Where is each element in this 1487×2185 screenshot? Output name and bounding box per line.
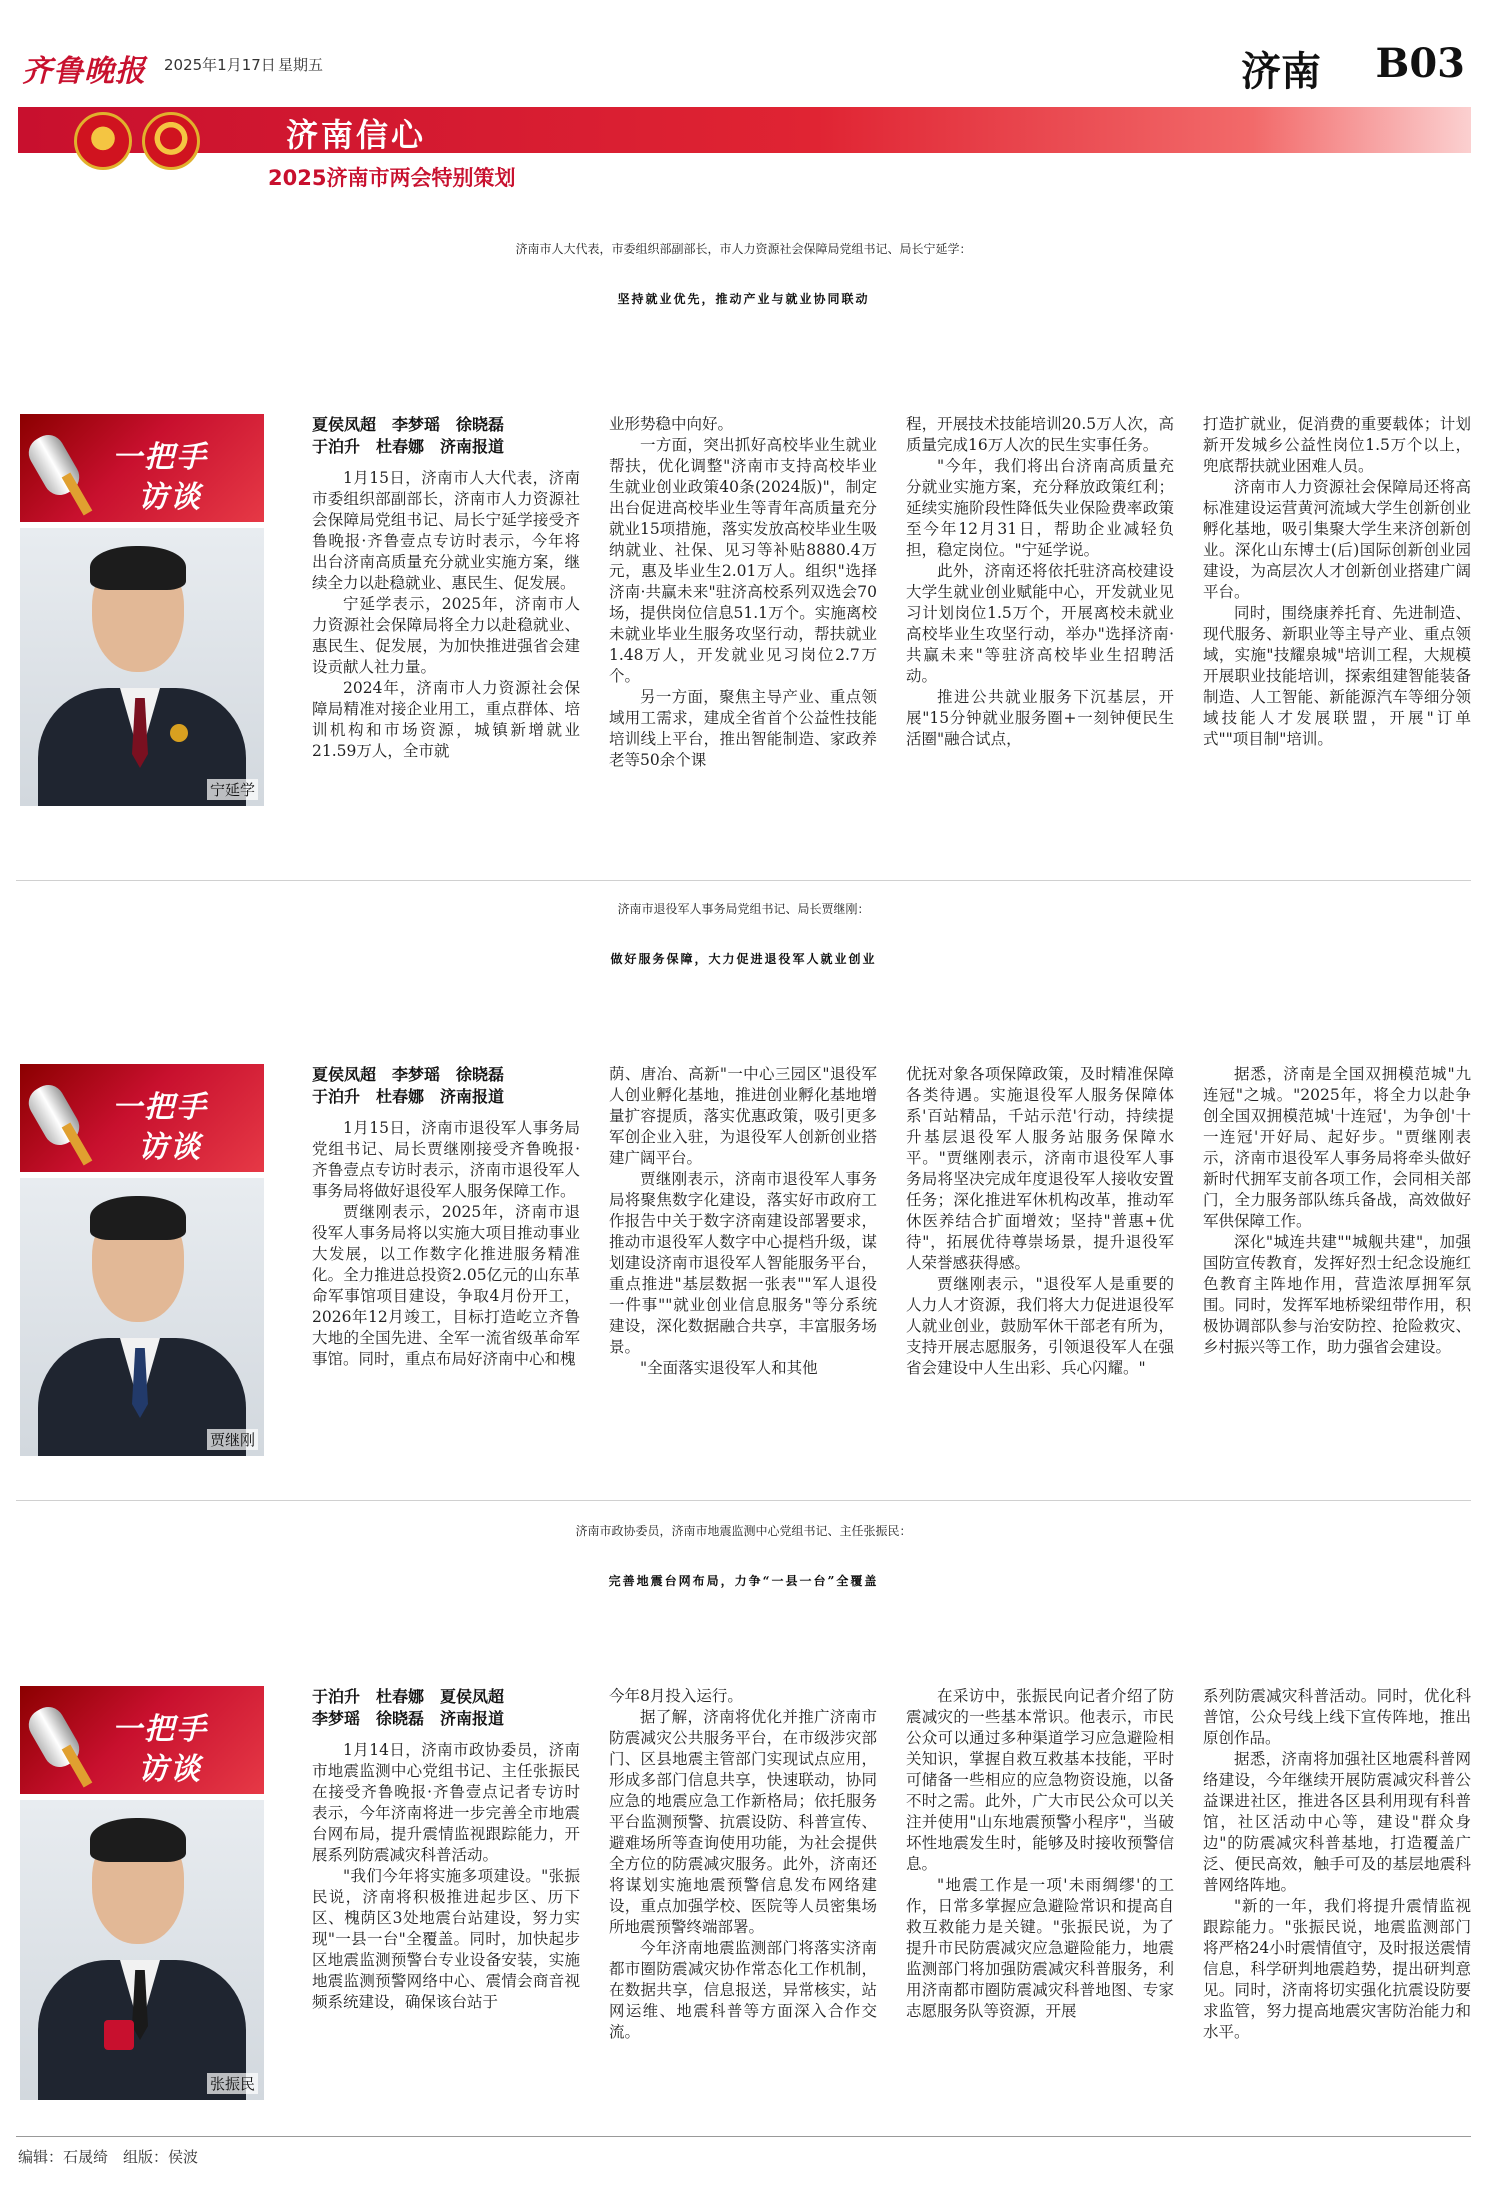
byline — [312, 414, 580, 458]
paragraph: 系列防震减灾科普活动。同时，优化科普馆，公众号线上线下宣传阵地，推出原创作品。 — [1203, 1687, 1471, 1747]
paragraph: "新的一年，我们将提升震情监视跟踪能力。"张振民说，地震监测部门将严格24小时震情值守，及时报送震情信息，科学研判地震趋势，提出研判意见。同时，济南将切实强化抗震设防要求监管，努力提高地震灾害防治能力和水平。 — [1203, 1897, 1471, 2041]
issue-date: 2025年1月17日 — [164, 56, 276, 74]
paragraph: 贾继刚表示，"退役军人是重要的人力人才资源，我们将大力促进退役军人就业创业，鼓励军休干部老有所为，支持开展志愿服务，引领退役军人在强省会建设中人生出彩、兵心闪耀。" — [906, 1275, 1174, 1377]
article-2-col-2 — [609, 1064, 877, 1379]
paragraph: 程，开展技术技能培训20.5万人次，高质量完成16万人次的民生实事任务。 — [906, 415, 1174, 454]
paragraph: 贾继刚表示，济南市退役军人事务局将聚焦数字化建设，落实好市政府工作报告中关于数字济南建设部署要求，推动市退役军人数字中心提档升级，谋划建设济南市退役军人智能服务平台，重点推进"基层数据一张表""军人退役一件事""就业创业信息服务"等分系统建设，深化数据融合共享，丰富服务场景。 — [609, 1170, 877, 1356]
paragraph: 2024年，济南市人力资源社会保障局精准对接企业用工，重点群体、培训机构和市场资源，城镇新增就业21.59万人，全市就 — [312, 679, 580, 760]
paragraph: 同时，围绕康养托育、先进制造、现代服务、新职业等主导产业、重点领域，实施"技耀泉城"培训工程，大规模开展职业技能培训，探索组建智能装备制造、人工智能、新能源汽车等细分领域技能人才发展联盟，开展"订单式""项目制"培训。 — [1203, 604, 1471, 748]
interview-tag — [20, 1686, 264, 1794]
cppcc-badge-icon — [104, 2020, 134, 2050]
article-2-photo-block — [20, 1064, 264, 1456]
paragraph: "全面落实退役军人和其他 — [640, 1359, 818, 1377]
article-1-col-3 — [906, 414, 1174, 750]
article-3-kicker: 济南市政协委员，济南市地震监测中心党组书记、主任张振民： — [575, 1524, 912, 1538]
editor-credits: 编辑：石晟绮 组版：侯波 — [18, 2148, 199, 2166]
article-3-headline: 完善地震台网布局，力争“一县一台”全覆盖 — [608, 1574, 879, 1588]
byline — [312, 1686, 580, 1730]
banner-subtitle: 2025济南市两会特别策划 — [268, 166, 516, 190]
section-divider — [16, 880, 1471, 881]
photo-caption: 宁延学 — [207, 779, 258, 800]
byline-line1: 夏侯凤超 李梦瑶 徐晓磊 — [312, 415, 505, 434]
tag-line1: 一把手 — [112, 1090, 208, 1125]
portrait-photo — [20, 1178, 264, 1456]
paragraph: 今年8月投入运行。 — [609, 1687, 743, 1705]
paragraph: 1月15日，济南市退役军人事务局党组书记、局长贾继刚接受齐鲁晚报·齐鲁壹点专访时表示，济南市退役军人事务局将做好退役军人服务保障工作。 — [312, 1119, 580, 1200]
byline — [312, 1064, 580, 1108]
paragraph: "我们今年将实施多项建设。"张振民说，济南将积极推进起步区、历下区、槐荫区3处地震台站建设，努力实现"一县一台"全覆盖。同时，加快起步区地震监测预警台专业设备安装，实施地震监测预警网络中心、震情会商音视频系统建设，确保该台站于 — [312, 1867, 580, 2011]
paper-name: 齐鲁晚报 — [22, 54, 146, 89]
paragraph: 济南市人力资源社会保障局还将高标准建设运营黄河流域大学生创新创业孵化基地，吸引集聚大学生来济创新创业。深化山东博士(后)国际创新创业园建设，为高层次人才创新创业搭建广阔平台。 — [1203, 478, 1471, 601]
paragraph: 此外，济南还将依托驻济高校建设大学生就业创业赋能中心，开发就业见习计划岗位1.5万个，开展离校未就业高校毕业生攻坚行动，举办"选择济南·共赢未来"等驻济高校毕业生招聘活动。 — [906, 562, 1174, 685]
article-3-col-2 — [609, 1686, 877, 2043]
paragraph: 一方面，突出抓好高校毕业生就业帮扶，优化调整"济南市支持高校毕业生就业创业政策40条(2024版)"，制定出台促进高校毕业生等青年高质量充分就业15项措施，落实发放高校毕业生吸纳就业、社保、见习等补贴8880.4万元，惠及毕业生2.01万人。组织"选择济南·共赢未来"驻济高校系列双选会70场，提供岗位信息51.1万个。实施离校未就业毕业生服务攻坚行动，帮扶就业1.48万人，开发就业见习岗位2.7万个。 — [609, 436, 877, 685]
paragraph: 荫、唐冶、高新"一中心三园区"退役军人创业孵化基地，推进创业孵化基地增量扩容提质，落实优惠政策，吸引更多军创企业入驻，为退役军人创新创业搭建广阔平台。 — [609, 1065, 877, 1167]
emblems — [66, 112, 204, 174]
portrait-hair — [90, 1818, 186, 1862]
paragraph: 深化"城连共建""城舰共建"，加强国防宣传教育，发挥好烈士纪念设施红色教育主阵地作用，营造浓厚拥军氛围。同时，发挥军地桥梁纽带作用，积极协调部队参与治安防控、抢险救灾、乡村振兴等工作，助力强省会建设。 — [1203, 1233, 1471, 1356]
paragraph: 在采访中，张振民向记者介绍了防震减灾的一些基本常识。他表示，市民公众可以通过多种渠道学习应急避险相关知识，掌握自救互救基本技能，平时可储备一些相应的应急物资设施，以备不时之需。此外，广大市民公众可以关注并使用"山东地震预警小程序"，当破坏性地震发生时，能够及时接收预警信息。 — [906, 1687, 1174, 1873]
article-1-headline: 坚持就业优先，推动产业与就业协同联动 — [617, 292, 870, 306]
section-banner — [18, 107, 1471, 153]
footer-divider — [16, 2136, 1471, 2137]
byline-line1: 于泊升 杜春娜 夏侯凤超 — [312, 1687, 505, 1706]
paragraph: "地震工作是一项'未雨绸缪'的工作，日常多掌握应急避险常识和提高自救互救能力是关键。"张振民说，为了提升市民防震减灾应急避险能力，地震监测部门将加强防震减灾科普服务，利用济南都市圈防震减灾科普地图、专家志愿服务队等资源，开展 — [906, 1876, 1174, 2020]
article-2-col-4 — [1203, 1064, 1471, 1358]
section-divider — [16, 1500, 1471, 1501]
section-city: 济南 — [1241, 48, 1321, 95]
article-2-headline: 做好服务保障，大力促进退役军人就业创业 — [610, 952, 877, 966]
byline-line1: 夏侯凤超 李梦瑶 徐晓磊 — [312, 1065, 505, 1084]
article-2-col-3 — [906, 1064, 1174, 1379]
portrait-photo — [20, 1800, 264, 2100]
byline-line2: 李梦瑶 徐晓磊 济南报道 — [312, 1709, 505, 1728]
article-1-col-1 — [312, 414, 580, 762]
paragraph: 打造扩就业，促消费的重要载体；计划新开发城乡公益性岗位1.5万个以上，兜底帮扶就业困难人员。 — [1203, 415, 1471, 475]
paragraph: 据悉，济南是全国双拥模范城"九连冠"之城。"2025年，将全力以赴争创全国双拥模范城'十连冠'，为争创'十一连冠'开好局、起好步。"贾继刚表示，济南市退役军人事务局将牵头做好新时代拥军支前各项工作，会同相关部门，全力服务部队练兵备战，高效做好军供保障工作。 — [1203, 1065, 1471, 1230]
byline-line2: 于泊升 杜春娜 济南报道 — [312, 437, 505, 456]
issue-weekday: 星期五 — [278, 56, 324, 74]
tag-line1: 一把手 — [112, 1712, 208, 1747]
article-1-kicker: 济南市人大代表，市委组织部副部长，市人力资源社会保障局党组书记、局长宁延学： — [515, 242, 972, 256]
tag-line2: 访谈 — [138, 480, 202, 515]
banner-title: 济南信心 — [286, 116, 427, 154]
paragraph: 据悉，济南将加强社区地震科普网络建设，今年继续开展防震减灾科普公益课进社区，推进各区县利用现有科普馆，社区活动中心等，建设"群众身边"的防震减灾科普基地，打造覆盖广泛、便民高效，触手可及的基层地震科普网络阵地。 — [1203, 1750, 1471, 1894]
article-3-col-4 — [1203, 1686, 1471, 2043]
byline-line2: 于泊升 杜春娜 济南报道 — [312, 1087, 505, 1106]
cppcc-emblem-icon — [142, 112, 200, 170]
tag-line1: 一把手 — [112, 440, 208, 475]
article-3-col-1 — [312, 1686, 580, 2013]
masthead — [16, 40, 1471, 102]
deputy-badge-icon — [170, 724, 188, 742]
paragraph: 业形势稳中向好。 — [609, 415, 734, 433]
portrait-hair — [90, 1196, 186, 1240]
article-2-kicker: 济南市退役军人事务局党组书记、局长贾继刚： — [617, 902, 870, 916]
interview-tag — [20, 1064, 264, 1172]
paragraph: 贾继刚表示，2025年，济南市退役军人事务局将以实施大项目推动事业大发展，以工作数字化推进服务精准化。全力推进总投资2.05亿元的山东革命军事馆项目建设，争取4月份开工，2026年12月竣工，目标打造屹立齐鲁大地的全国先进、全军一流省级革命军事馆。同时，重点布局好济南中心和槐 — [312, 1203, 580, 1368]
photo-caption: 张振民 — [207, 2073, 258, 2094]
paragraph: 今年济南地震监测部门将落实济南都市圈防震减灾协作常态化工作机制，在数据共享，信息报送，异常核实，站网运维、地震科普等方面深入合作交流。 — [609, 1939, 877, 2041]
article-2-col-1 — [312, 1064, 580, 1370]
article-1-photo-block — [20, 414, 264, 806]
paragraph: 另一方面，聚焦主导产业、重点领域用工需求，建成全省首个公益性技能培训线上平台，推出智能制造、家政养老等50余个课 — [609, 688, 877, 769]
interview-tag — [20, 414, 264, 522]
tag-line2: 访谈 — [138, 1752, 202, 1787]
article-3-photo-block — [20, 1686, 264, 2100]
paragraph: 推进公共就业服务下沉基层，开展"15分钟就业服务圈+一刻钟便民生活圈"融合试点， — [906, 688, 1174, 748]
tag-line2: 访谈 — [138, 1130, 202, 1165]
paragraph: 1月15日，济南市人大代表，济南市委组织部副部长，济南市人力资源社会保障局党组书记、局长宁延学接受齐鲁晚报·齐鲁壹点专访时表示，今年将出台济南高质量充分就业实施方案，继续全力以赴稳就业、惠民生、促发展。 — [312, 469, 580, 592]
article-1-col-2 — [609, 414, 877, 771]
national-emblem-icon — [74, 112, 132, 170]
article-3-col-3 — [906, 1686, 1174, 2022]
paragraph: 宁延学表示，2025年，济南市人力资源社会保障局将全力以赴稳就业、惠民生、促发展，为加快推进强省会建设贡献人社力量。 — [312, 595, 580, 676]
paragraph: 优抚对象各项保障政策，及时精准保障各类待遇。实施退役军人服务保障体系'百站精品，千站示范'行动，持续提升基层退役军人服务站服务保障水平。"贾继刚表示，济南市退役军人事务局将坚决完成年度退役军人接收安置任务；深化推进军休机构改革，推动军休医养结合扩面增效；坚持"普惠+优待"，拓展优待尊崇场景，提升退役军人荣誉感获得感。 — [906, 1065, 1174, 1272]
paragraph: "今年，我们将出台济南高质量充分就业实施方案，充分释放政策红利；延续实施阶段性降低失业保险费率政策至今年12月31日，帮助企业减轻负担，稳定岗位。"宁延学说。 — [906, 457, 1174, 559]
portrait-photo — [20, 528, 264, 806]
paragraph: 1月14日，济南市政协委员，济南市地震监测中心党组书记、主任张振民在接受齐鲁晚报·齐鲁壹点记者专访时表示，今年济南将进一步完善全市地震台网布局，提升震情监视跟踪能力，开展系列防震减灾科普活动。 — [312, 1741, 580, 1864]
portrait-hair — [90, 546, 186, 590]
paragraph: 据了解，济南将优化并推广济南市防震减灾公共服务平台，在市级涉灾部门、区县地震主管部门实现试点应用，形成多部门信息共享，快速联动，协同应急的地震应急工作新格局；依托服务平台监测预警、抗震设防、科普宣传、避难场所等查询使用功能，为社会提供全方位的防震减灾服务。此外，济南还将谋划实施地震预警信息发布网络建设，重点加强学校、医院等人员密集场所地震预警终端部署。 — [609, 1708, 877, 1936]
photo-caption: 贾继刚 — [207, 1429, 258, 1450]
article-1-col-4 — [1203, 414, 1471, 750]
page-code: B03 — [1375, 40, 1465, 87]
